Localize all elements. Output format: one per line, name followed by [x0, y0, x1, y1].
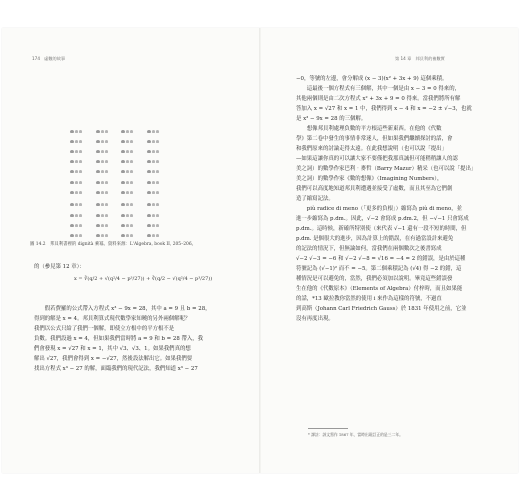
- left-body: [34, 304, 250, 374]
- footnote: * 譯註：該文寫作 1867 年，當時出現訂正的是三二年。: [308, 432, 403, 437]
- right-body-line: 學》第二卷中發生的事情非常迷人，但如果我們繼續探討的話，會: [296, 136, 453, 142]
- right-body-line: 造了縮寫記法。: [296, 196, 334, 202]
- right-running-header: 第 14 章 邦貝利的複數實: [395, 56, 445, 61]
- right-body-line: 美之詞）的數學作家巴利‧麥哲（Barry Mazur）精采（也可以說「提出」: [296, 166, 477, 172]
- left-body-line: 們會發現 x = √27 和 x = 1，其中 √3、√3、1。如果我們真的想: [34, 346, 191, 352]
- right-body: [296, 74, 508, 324]
- figure-caption: 圖 14.2 邦貝利書裡的 dignità 乘幂。資料來源：L'Algebra, book II, 205–206。: [30, 242, 197, 247]
- left-body-line: 我們以公式只給了我們一個解，即使立方根中的平方根不是: [34, 326, 175, 332]
- right-body-line: √−2 √−3 = −6 和 √−2 √−8 = √16 = −4 = 2 的錯誤，是由於這種: [296, 256, 466, 262]
- right-body-line: più radice di meno（「更多的負根」）縮寫為 più di meno，並: [296, 206, 462, 212]
- right-body-line: p.dm. 是個很大的進步，因為計算上的錯誤，在有過當設計來避免: [296, 236, 454, 242]
- left-running-header: 174 虛數的故事: [32, 56, 66, 61]
- cubic-formula: x = ∛(q/2 + √(q²/4 − p³/27)) + ∛(q/2 − √(q²/4 − p³/27)): [74, 276, 213, 282]
- right-body-line: 這最後一個方程式有三個解，其中一個是由 x − 3 = 0 得來的，: [296, 86, 460, 92]
- right-body-line: 的話，*13 歐拉教你當然的使用 i 來作為這樣的符號，不過直: [296, 296, 442, 302]
- right-body-line: 我們可以高度地知道邦貝利遭遇並接受了虛數，而且其至為它們創: [296, 186, 453, 192]
- right-body-line: −0，等號的左邊，會分解成 (x − 3)(x² + 3x + 9) 這個乘積。: [296, 76, 448, 82]
- footnote-rule: [308, 428, 348, 429]
- right-body-line: 生在他的《代數原本》（Elements of Algebra）付梓時，而且如果能: [296, 286, 463, 292]
- left-body-line: 找出方程式 x³ − 27 的解，面臨我們的現代記法，我們知道 x³ − 27: [34, 366, 198, 372]
- right-body-line: 美之詞）的數學作家《數的想像》（Imagining Numbers），: [296, 176, 443, 182]
- right-body-line: 符號記為 (√−1)² 而不 = −5。第二個乘積記為 (√4) 得 −2 的錯，這: [296, 266, 462, 272]
- right-body-line: 種情況是可以避免的，當然，我們必須加以說明。畢竟這些錯誤發: [296, 276, 453, 282]
- right-body-line: p.dm.。這時候，新確所特別使（來代表 √−1 還有一段不短的時間，但: [296, 226, 467, 232]
- right-body-line: 其他兩個則是由二次方程式 x² + 3x + 9 = 0 得來。當我們將所有解: [296, 96, 461, 102]
- left-body-line: 得到的解是 x = 4。邦貝利算式現代數學家知曉的另外兩個解呢？: [34, 316, 191, 322]
- right-body-line: 的記法的情況下，但無論如何，當我們在兩個數次之後書寫成: [296, 246, 442, 252]
- right-body-line: 是 x³ − 9x = 28 的三個解。: [296, 116, 367, 122]
- left-body-line: 負數。我們設過 x = 4，但如果我們當時將 a = 9 和 b = 28 帶入，我: [34, 336, 204, 342]
- right-body-line: 和我們原來的討論走得太遠。在此我想說明（也可以說「提出」: [296, 146, 447, 152]
- right-body-line: 進一步縮寫為 p.dm.。因此，√−2 會寫成 p.dm.2，但 −√−1 只會寫成: [296, 216, 469, 222]
- left-body-line: 假若費羅的公式帶入方程式 x³ − 9x = 28，其中 a = 9 且 b = 28，: [34, 306, 211, 312]
- right-body-line: 到高斯（Johann Carl Friedrich Gauss）於 1831 年使用之前，它並: [296, 306, 467, 312]
- right-body-line: 答加入 x = √27 和 x = 1 中，我們得到 x − 4 和 x = −2 ± √−3，也就: [296, 106, 472, 112]
- left-intro: 的（參見第 12 章）：: [34, 264, 85, 270]
- right-body-line: 想像邦貝利處理負數的平方根這些新東西。在他的《代數: [296, 126, 442, 132]
- left-body-line: 解出 √27，我們會得到 x = −√27，然後設法解出它。如果我們要: [34, 356, 193, 362]
- right-body-line: 沒有再度出現。: [296, 316, 334, 322]
- book-gutter: [259, 28, 261, 473]
- right-body-line: —如果這讓你真的可以讓大家不要僅把我那真誠但可能稍稍讓人的認: [296, 156, 458, 162]
